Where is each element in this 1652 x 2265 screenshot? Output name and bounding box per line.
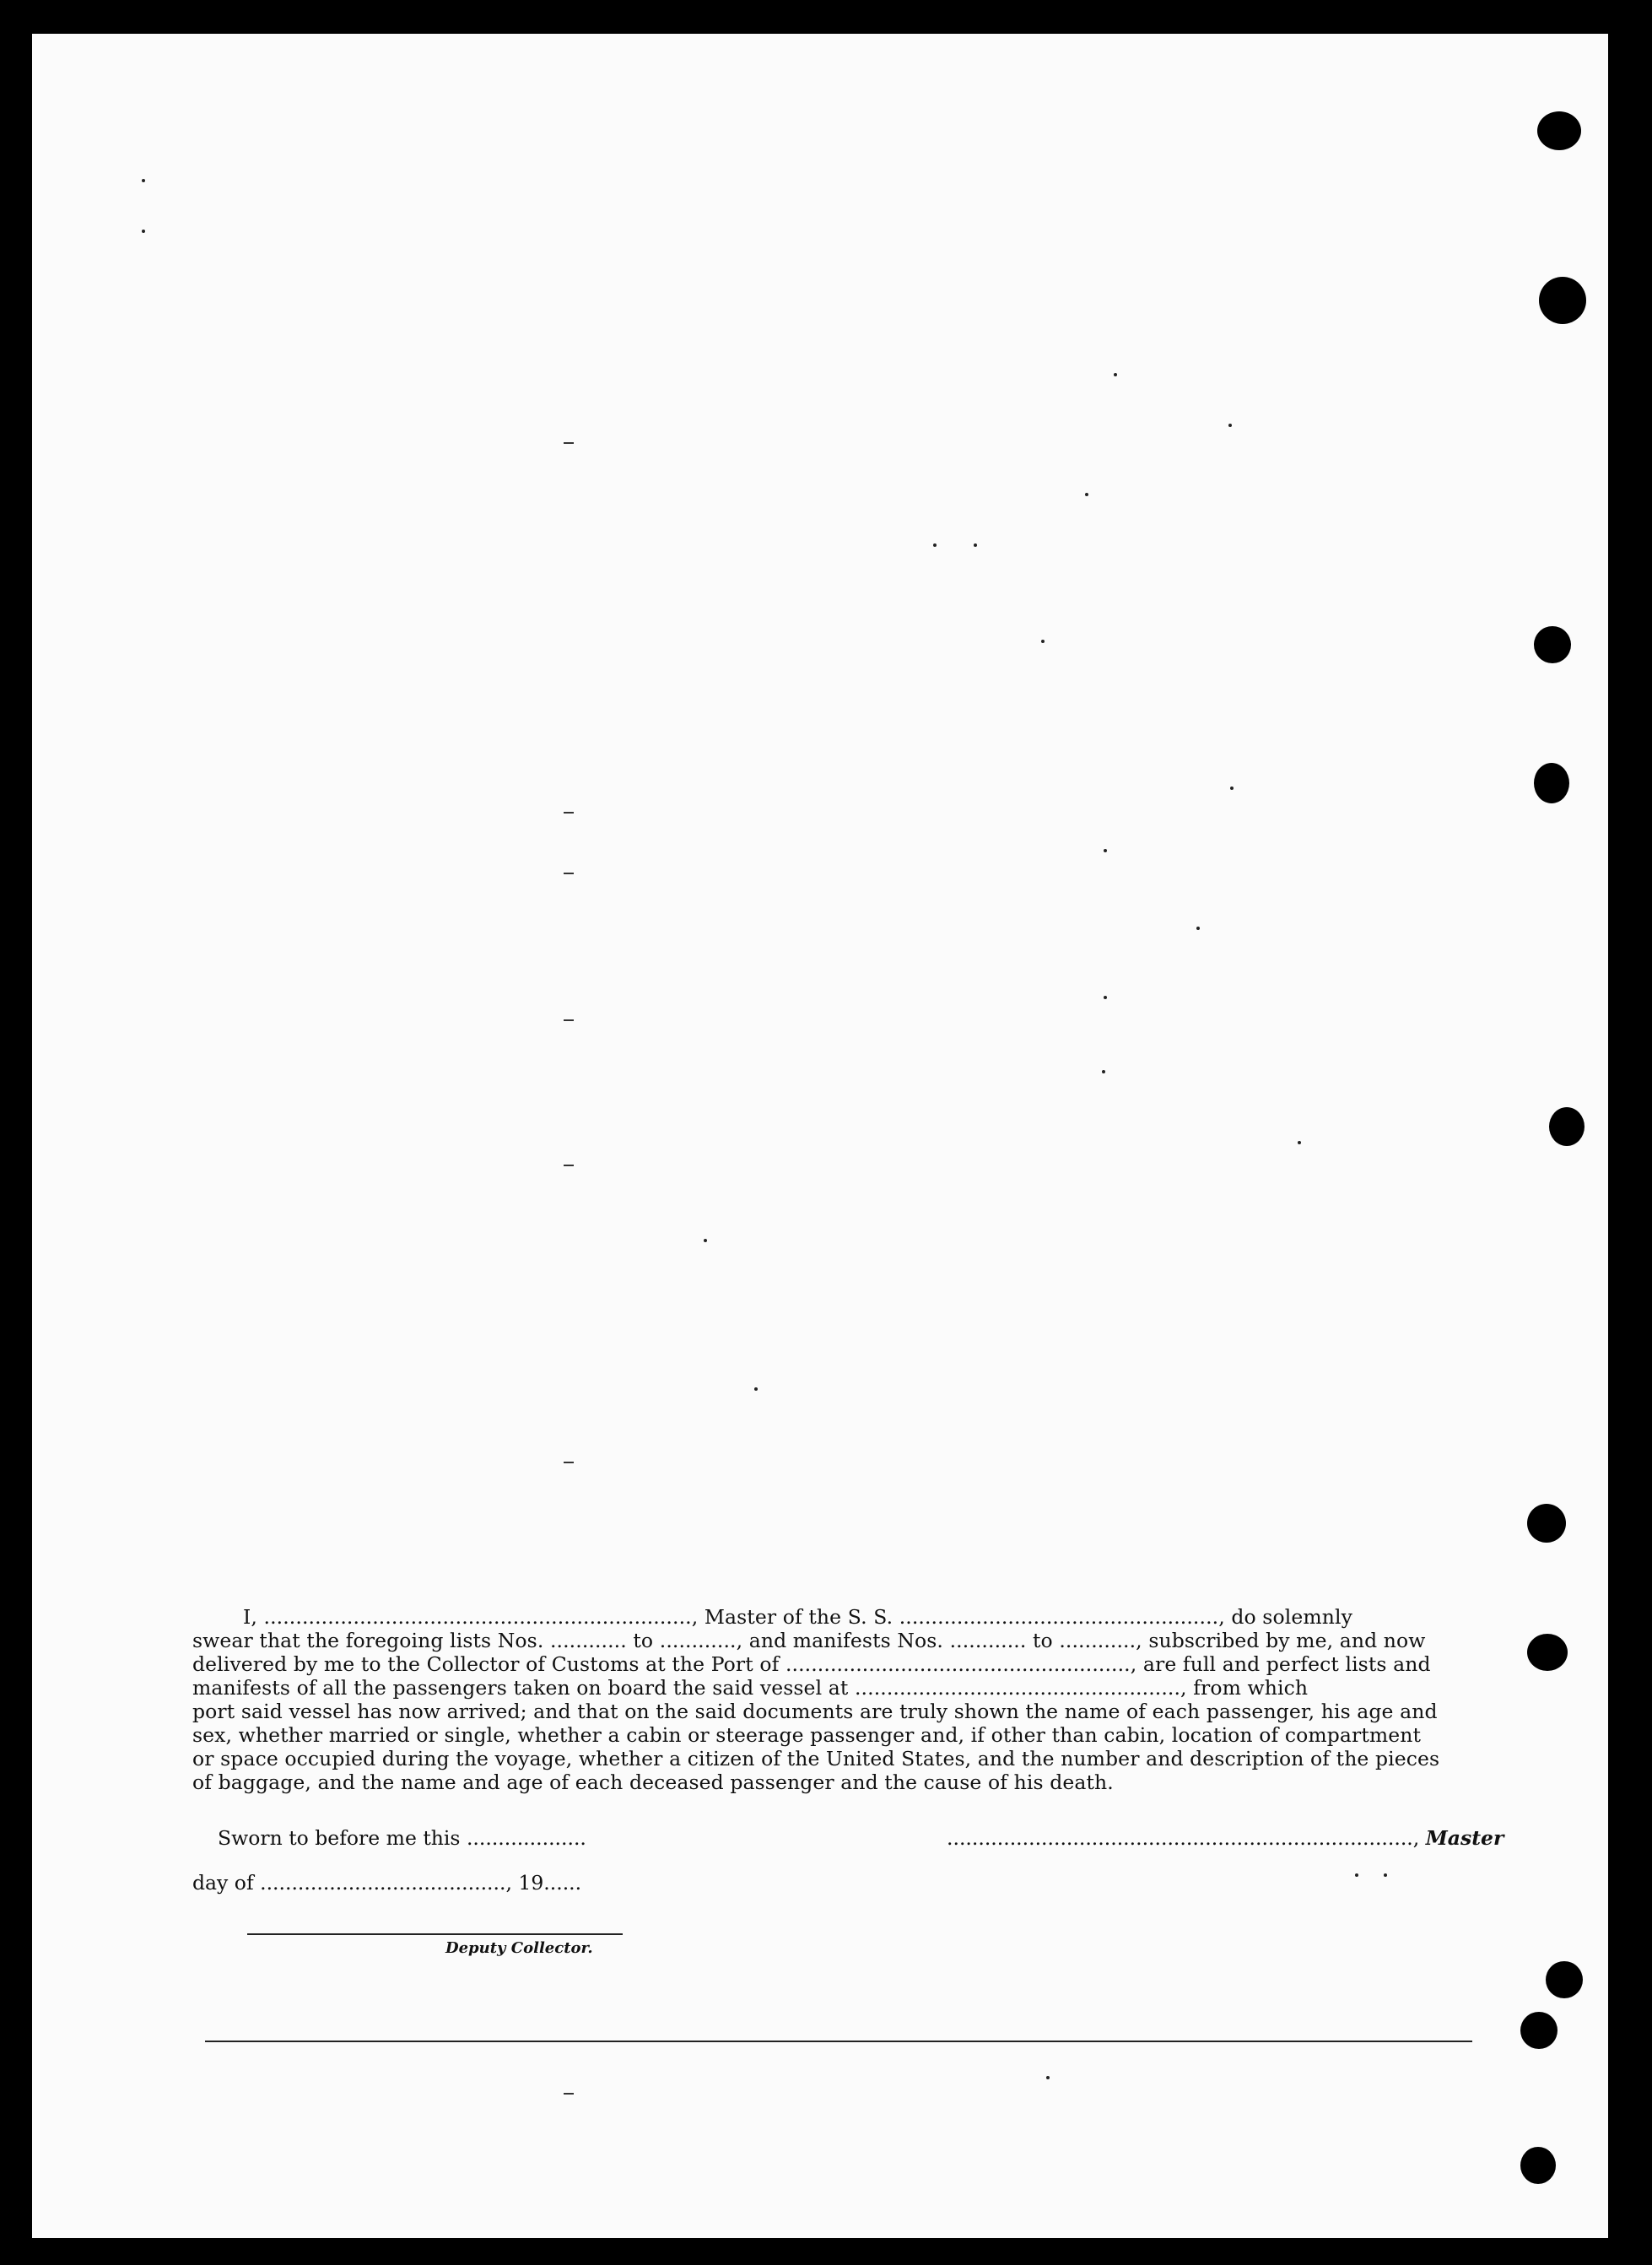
day-of-line: day of ......................................., 19......: [192, 1871, 582, 1895]
oath-paragraph: [192, 1605, 1475, 1794]
oath-line: swear that the foregoing lists Nos. ............ to ............, and manifests Nos. ............ to ............, subscribed by me, and now: [192, 1629, 1426, 1652]
scan-speck: [142, 230, 145, 233]
scan-speck: [1355, 1873, 1358, 1877]
scan-speck: [1230, 787, 1234, 790]
oath-line: sex, whether married or single, whether a cabin or steerage passenger and, if other than cabin, location of compartment: [192, 1723, 1422, 1747]
master-label: Master: [1425, 1826, 1504, 1850]
scan-speck: [1041, 640, 1045, 643]
punch-hole-9: [1520, 2012, 1558, 2049]
scan-mark: [564, 812, 574, 814]
scan-speck: [754, 1387, 758, 1391]
sworn-line: Sworn to before me this ...................: [218, 1826, 586, 1850]
scan-speck: [1384, 1873, 1387, 1877]
scan-speck: [974, 543, 977, 547]
oath-line: delivered by me to the Collector of Customs at the Port of ......................................................, are full and perfect lists and: [192, 1652, 1431, 1676]
scan-mark: [564, 1165, 574, 1166]
scan-speck: [1104, 849, 1107, 852]
scan-mark: [564, 873, 574, 874]
scan-mark: [564, 1462, 574, 1463]
punch-hole-5: [1549, 1107, 1585, 1146]
deputy-collector-label: Deputy Collector.: [445, 1939, 593, 1957]
scan-speck: [1104, 996, 1107, 999]
oath-line: or space occupied during the voyage, whether a citizen of the United States, and the number and description of the pieces: [192, 1747, 1440, 1770]
oath-line: I, ..................................................................., Master of the S. S. .................................................., do solemnly: [243, 1605, 1352, 1629]
punch-hole-7: [1527, 1634, 1568, 1671]
punch-hole-10: [1520, 2147, 1556, 2184]
oath-line: of baggage, and the name and age of each deceased passenger and the cause of his death.: [192, 1770, 1114, 1794]
oath-line: manifests of all the passengers taken on board the said vessel at ..................................................., from which: [192, 1676, 1309, 1700]
oath-line: port said vessel has now arrived; and that on the said documents are truly shown the name of each passenger, his age and: [192, 1700, 1438, 1723]
scan-mark: [564, 442, 574, 444]
scan-speck: [1196, 927, 1200, 930]
punch-hole-8: [1546, 1961, 1583, 1998]
master-signature-line: [947, 1826, 1504, 1850]
punch-hole-1: [1537, 111, 1581, 150]
master-signature-dots: ..........................................................................,: [947, 1826, 1420, 1850]
document-page: [32, 34, 1608, 2238]
scan-speck: [1114, 373, 1117, 376]
scan-speck: [142, 179, 145, 182]
scan-speck: [1046, 2076, 1050, 2079]
scan-speck: [1085, 493, 1088, 496]
punch-hole-3: [1534, 626, 1571, 663]
punch-hole-6: [1527, 1504, 1566, 1543]
scan-mark: [564, 2093, 574, 2095]
scan-speck: [1228, 424, 1232, 427]
scan-speck: [1298, 1141, 1301, 1144]
punch-hole-4: [1534, 763, 1569, 803]
scan-mark: [564, 1019, 574, 1021]
scan-speck: [933, 543, 937, 547]
scan-speck: [1102, 1070, 1105, 1073]
punch-hole-2: [1539, 277, 1586, 324]
deputy-collector-signature-rule: [247, 1933, 623, 1935]
bottom-rule: [205, 2041, 1472, 2042]
scan-speck: [704, 1239, 707, 1242]
